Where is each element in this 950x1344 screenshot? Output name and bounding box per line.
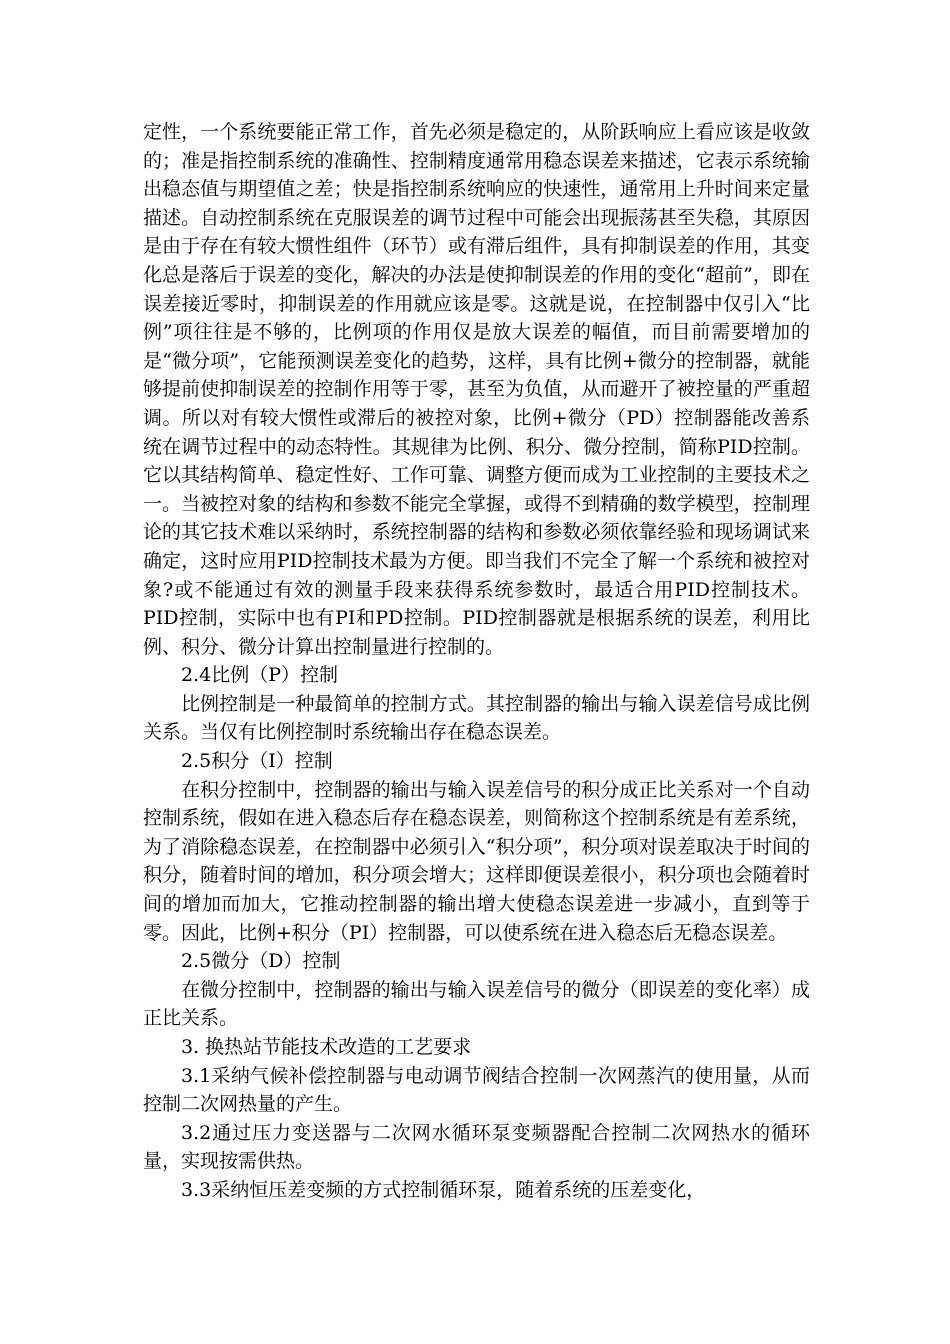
heading-2-4-proportional: 2.4比例（P）控制 xyxy=(181,664,339,687)
heading-3-requirements: 3. 换热站节能技术改造的工艺要求 xyxy=(181,1036,472,1058)
heading-2-5-integral: 2.5积分（I）控制 xyxy=(181,750,333,773)
paragraph-3-1: 3.1采纳气候补偿控制器与电动调节阀结合控制一次网蒸汽的使用量，从而控制二次网热量的产生。 xyxy=(143,1064,810,1116)
paragraph-3-3: 3.3采纳恒压差变频的方式控制循环泵，随着系统的压差变化， xyxy=(181,1178,706,1201)
document-page xyxy=(143,118,810,1205)
paragraph-3-2: 3.2通过压力变送器与二次网水循环泵变频器配合控制二次网热水的循环量，实现按需供热。 xyxy=(143,1121,810,1173)
heading-2-5-derivative: 2.5微分（D）控制 xyxy=(181,950,341,973)
paragraph-proportional: 比例控制是一种最简单的控制方式。其控制器的输出与输入误差信号成比例关系。当仅有比例控制时系统输出存在稳态误差。 xyxy=(143,692,810,744)
paragraph-pid-intro: 定性，一个系统要能正常工作，首先必须是稳定的，从阶跃响应上看应该是收敛的；准是指控制系统的准确性、控制精度通常用稳态误差来描述，它表示系统输出稳态值与期望值之差；快是指控制系统响应的快速性，通常用上升时间来定量描述。自动控制系统在克服误差的调节过程中可能会出现振荡甚至失稳，其原因是由于存在有较大惯性组件（环节）或有滞后组件，具有抑制误差的作用，其变化总是落后于误差的变化，解决的办法是使抑制误差的作用的变化“超前”，即在误差接近零时，抑制误差的作用就应该是零。这就是说，在控制器中仅引入“比例”项往往是不够的，比例项的作用仅是放大误差的幅值，而目前需要增加的是“微分项”，它能预测误差变化的趋势，这样，具有比例+微分的控制器，就能够提前使抑制误差的控制作用等于零，甚至为负值，从而避开了被控量的严重超调。所以对有较大惯性或滞后的被控对象，比例+微分（PD）控制器能改善系统在调节过程中的动态特性。其规律为比例、积分、微分控制，简称PID控制。它以其结构简单、稳定性好、工作可靠、调整方便而成为工业控制的主要技术之一。当被控对象的结构和参数不能完全掌握，或得不到精确的数学模型，控制理论的其它技术难以采纳时，系统控制器的结构和参数必须依靠经验和现场调试来确定，这时应用PID控制技术最为方便。即当我们不完全了解一个系统和被控对象?或不能通过有效的测量手段来获得系统参数时，最适合用PID控制技术。PID控制，实际中也有PI和PD控制。PID控制器就是根据系统的误差，利用比例、积分、微分计算出控制量进行控制的。 xyxy=(143,121,810,658)
paragraph-derivative: 在微分控制中，控制器的输出与输入误差信号的微分（即误差的变化率）成正比关系。 xyxy=(143,978,810,1030)
paragraph-integral: 在积分控制中，控制器的输出与输入误差信号的积分成正比关系对一个自动控制系统，假如在进入稳态后存在稳态误差，则简称这个控制系统是有差系统，为了消除稳态误差，在控制器中必须引入“积分项”，积分项对误差取决于时间的积分，随着时间的增加，积分项会增大；这样即便误差很小，积分项也会随着时间的增加而加大，它推动控制器的输出增大使稳态误差进一步减小，直到等于零。因此，比例+积分（PI）控制器，可以使系统在进入稳态后无稳态误差。 xyxy=(143,778,810,944)
